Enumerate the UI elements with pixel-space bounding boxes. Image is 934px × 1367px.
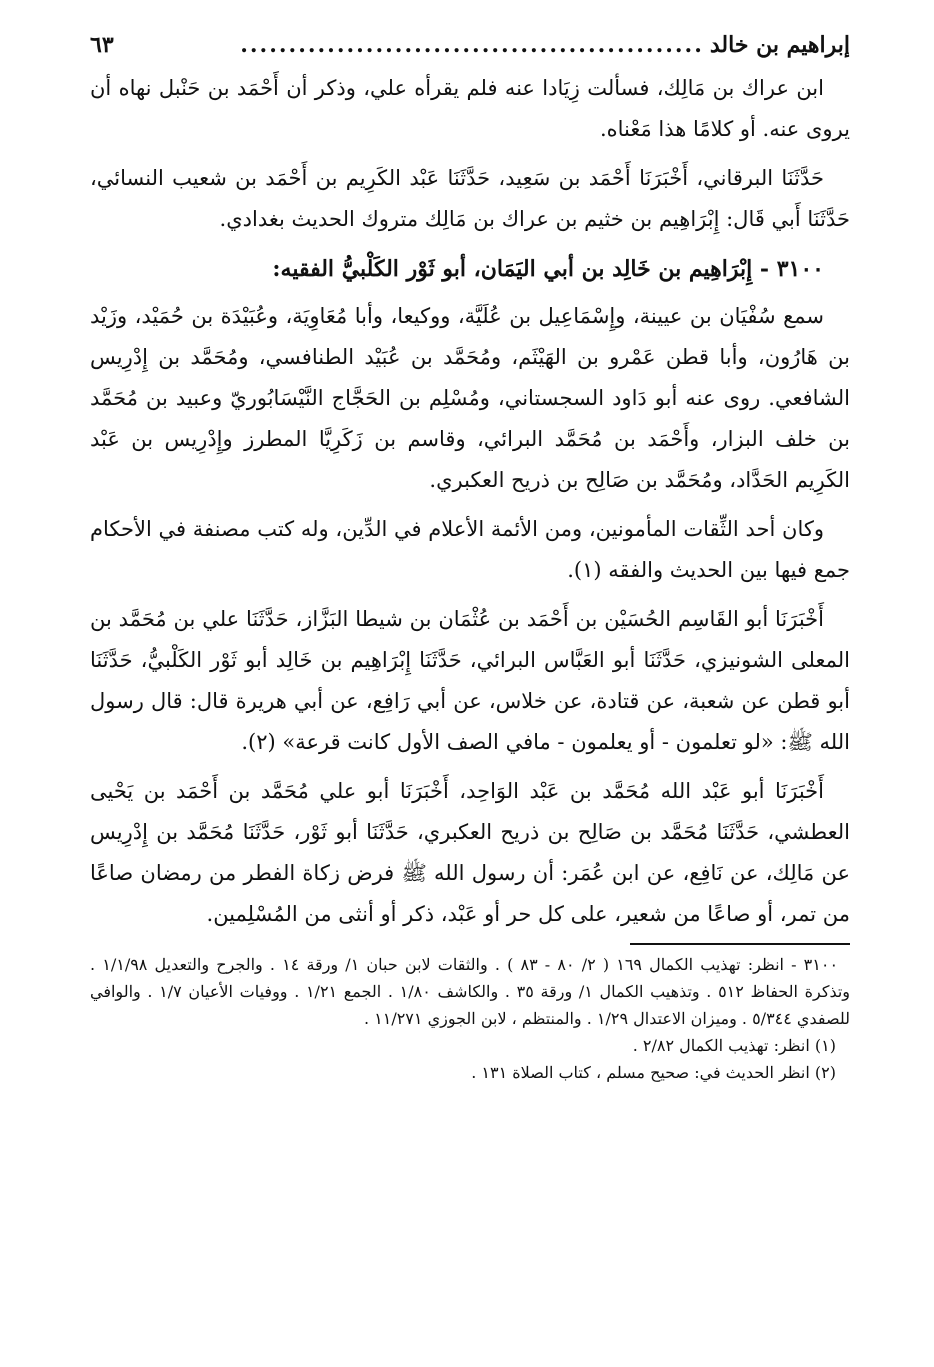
footnote-1: (١) انظر: تهذيب الكمال ٢/٨٢ . — [632, 1036, 836, 1055]
footnotes — [90, 951, 850, 1086]
book-page — [90, 22, 850, 1086]
running-header — [90, 22, 850, 68]
paragraph-isnad-1: حَدَّثَنَا البرقاني، أَخْبَرَنَا أَحْمَد بن سَعِيد، حَدَّثَنَا عَبْد الكَرِيم بن أَحْمَد بن شعيب النسائي، حَدَّثَنَا أَبي قَال: إِبْرَاهِيم بن خثيم بن عراك بن مَالِك متروك الحديث بغدادي. — [90, 166, 850, 231]
page-number: ٦٣ — [90, 32, 114, 58]
leader-dots: ................................................ — [240, 32, 704, 58]
main-text — [90, 68, 850, 935]
footnote-2: (٢) انظر الحديث في: صحيح مسلم ، كتاب الصلاة ١٣١ . — [471, 1063, 836, 1082]
paragraph-praise: وكان أحد الثِّقات المأمونين، ومن الأئمة الأعلام في الدِّين، وله كتب مصنفة في الأحكام جمع فيها بين الحديث والفقه (١). — [90, 517, 850, 582]
paragraph-hadith-2: أَخْبَرَنَا أبو عَبْد الله مُحَمَّد بن عَبْد الوَاحِد، أَخْبَرَنَا أبو علي مُحَمَّد بن أَحْمَد بن يَحْيى العطشي، حَدَّثَنَا مُحَمَّد بن صَالِح بن ذريح العكبري، حَدَّثَنَا أبو ثَوْر، حَدَّثَنَا مُحَمَّد بن إِدْرِيس عن مَالِك، عن نَافِع، عن ابن عُمَر: أن رسول الله ﷺ فرض زكاة الفطر من رمضان صاعًا من تمر، أو صاعًا من شعير، على كل حر أو عَبْد، ذكر أو أنثى من المُسْلِمين. — [90, 779, 850, 926]
paragraph-narrators: سمع سُفْيَان بن عيينة، وإِسْمَاعِيل بن عُلَيَّة، ووكيعا، وأبا مُعَاوِيَة، وعُبَيْدَة بن حُمَيْد، وزَيْد بن هَارُون، وأبا قطن عَمْرو بن الهَيْثَم، ومُحَمَّد بن عُبَيْد الطنافسي، ومُحَمَّد بن إِدْرِيس الشافعي. روى عنه أبو دَاود السجستاني، ومُسْلِم بن الحَجَّاج النَّيْسَابُوريّ وعبيد بن مُحَمَّد بن خلف البزار، وأَحْمَد بن مُحَمَّد البرائي، وقاسم بن زَكَرِيَّا المطرز وإِدْرِيس بن عَبْد الكَرِيم الحَدَّاد، ومُحَمَّد بن صَالِح بن ذريح العكبري. — [90, 304, 850, 492]
paragraph-hadith-1: أَخْبَرَنَا أبو القَاسِم الحُسَيْن بن أَحْمَد بن عُثْمَان بن شيطا البَزَّاز، حَدَّثَنَا علي بن مُحَمَّد بن المعلى الشونيزي، حَدَّثَنَا أبو العَبَّاس البرائي، حَدَّثَنَا إِبْرَاهِيم بن خَالِد أبو ثَوْر الكَلْبيُّ، حَدَّثَنَا أبو قطن عن شعبة، عن قتادة، عن خلاس، عن أبي رَافِع، عن أبي هريرة قال: قال رسول الله ﷺ: «لو تعلمون - أو يعلمون - مافي الصف الأول كانت قرعة» (٢). — [90, 607, 850, 754]
footnote-entry-sources: ٣١٠٠ - انظر: تهذيب الكمال ١٦٩ ( ٢/ ٨٠ - ٨٣ ) . والثقات لابن حبان ١/ ورقة ١٤ . والجرح والتعديل ١/١/٩٨ . وتذكرة الحفاظ ٥١٢ . وتذهيب الكمال ١/ ورقة ٣٥ . والكاشف ١/٨٠ . الجمع ١/٢١ . ووفيات الأعيان ١/٧ . والوافي للصفدي ٥/٣٤٤ . وميزان الاعتدال ١/٢٩ . والمنتظم ، لابن الجوزي ١١/٢٧١ . — [90, 955, 851, 1028]
footnote-divider — [630, 943, 850, 945]
paragraph-continuation: ابن عراك بن مَالِك، فسألت زِيَادا عنه فلم يقرأه علي، وذكر أن أَحْمَد بن حَنْبل نهاه أن يروى عنه. أو كلامًا هذا مَعْناه. — [90, 76, 850, 141]
running-title: إبراهيم بن خالد — [709, 32, 850, 58]
entry-heading: ٣١٠٠ - إِبْرَاهِيم بن خَالِد بن أبي اليَمَان، أبو ثَوْر الكَلْبيُّ الفقيه: — [272, 256, 824, 282]
